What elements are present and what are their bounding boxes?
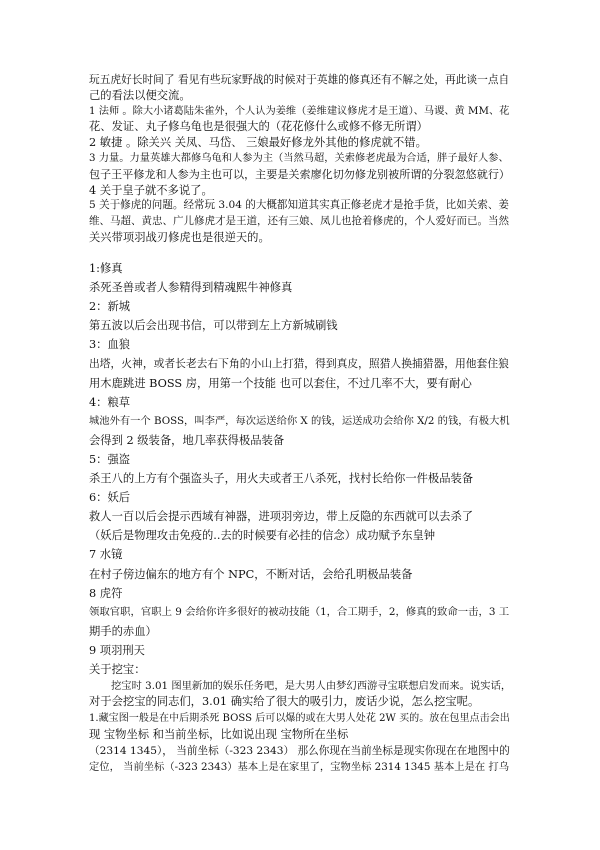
treasure-line: 定位， 当前坐标（-323 2343）基本上是在家里了，宝物坐标 2314 1345 基本上是在 打乌	[89, 761, 509, 774]
quest-line: 第五波以后会出现书信，可以带到左上方新城刷钱	[89, 319, 338, 333]
treasure-line: 现 宝物坐标 和当前坐标，比如说出现 宝物所在坐标	[89, 727, 349, 741]
treasure-title: 关于挖宝：	[89, 663, 146, 676]
quest-line: 领取官职，官职上 9 会给你许多很好的被动技能（1，合工期手，2，修真的致命一击，3 工	[89, 605, 510, 618]
quest-line: 5：强盗	[89, 452, 131, 466]
intro-line: 包子王平修龙和人参为主也可以，主要是关索廖化切勿修龙别被所谓的分裂忽悠就行）	[89, 167, 510, 181]
quest-line: 出塔，火神，或者长老去右下角的小山上打猎，得到真皮，照猎人换捕猎器，用他套住狼	[89, 357, 509, 371]
quest-line: 6：妖后	[89, 491, 131, 505]
quest-line: 3：血狼	[89, 338, 131, 352]
intro-line: 2 敏捷 。除关兴 关凤、马岱、 三娘最好修龙外其他的修虎就不错。	[89, 136, 427, 150]
treasure-line: 1.藏宝图一般是在中后期杀死 BOSS 后可以爆的或在大男人处花 2W 买的。放在包里点击会出	[89, 712, 510, 724]
quests-section	[89, 259, 514, 660]
intro-line: 花、发证、丸子修乌龟也是很强大的（花花修什么或修不修无所谓）	[89, 120, 428, 134]
quest-line: 8 虎符	[89, 586, 123, 600]
quest-line: 2：新城	[89, 300, 131, 314]
quest-line: 用木鹿跳进 BOSS 房，用第一个技能 也可以套住，不过几率不大，要有耐心	[89, 376, 472, 390]
quest-line: 杀死圣兽或者人参精得到精魂熙牛神修真	[89, 281, 293, 295]
quest-line: 杀王八的上方有个强盗头子，用火夫或者王八杀死，找村长给你一件极品装备	[89, 472, 474, 486]
intro-line: 5 关于修虎的问题。经常玩 3.04 的大概都知道其实真正修老虎才是抢手货，比如关索、姜	[89, 199, 509, 212]
treasure-line: 挖宝时 3.01 图里新加的娱乐任务吧，是大男人由梦幻西游寻宝联想启发而来。说实话，	[111, 680, 512, 693]
intro-section	[89, 72, 514, 246]
quest-line: （妖后是物理攻击免疫的..去的时候要有必挂的信念）成功赋予东皇钟	[89, 529, 436, 543]
intro-line: 维、马超、黄忠、广儿修虎才是王道，还有三娘、凤儿也抢着修虎的，个人爱好而已。当然	[89, 215, 509, 228]
intro-line: 关兴带项羽战刃修虎也是很逆天的。	[89, 230, 270, 244]
quest-line: 在村子傍边偏东的地方有个 NPC，不断对话，会给孔明极品装备	[89, 567, 413, 581]
quest-line: 期手的赤血）	[89, 624, 157, 638]
quest-line: 会得到 2 级装备，地几率获得极品装备	[89, 433, 285, 447]
intro-line: 玩五虎好长时间了 看见有些玩家野战的时候对于英雄的修真还有不解之处，再此谈一点自	[89, 73, 510, 86]
quest-line: 1:修真	[89, 262, 123, 275]
treasure-line: 对于会挖宝的同志们，3.01 确实给了很大的吸引力，废话少说，怎么挖宝呢。	[89, 695, 480, 709]
quest-line: 城池外有一个 BOSS，叫李严，每次运送给你 X 的钱，运送成功会给你 X/2 的钱，有极大机	[89, 414, 510, 427]
quest-line: 4：粮草	[89, 395, 131, 409]
quest-line: 救人一百以后会提示西域有神器，进项羽旁边，带上反隐的东西就可以去杀了	[89, 510, 474, 524]
intro-line: 己的看法以便交流。	[89, 88, 191, 102]
quest-line: 9 项羽刑天	[89, 643, 145, 657]
quest-line: 7 水镜	[89, 548, 123, 562]
intro-line: 3 力量。力量英雄大都修乌龟和人参为主（当然马超，关索修老虎最为合适，胖子最好人参、	[89, 151, 509, 164]
treasure-section	[89, 662, 514, 775]
treasure-line: （2314 1345）， 当前坐标（-323 2343） 那么你现在当前坐标是现实你现在在地图中的	[89, 744, 510, 758]
intro-line: 4 关于皇子就不多说了。	[89, 183, 213, 197]
intro-line: 1 法师 。除大小诸葛陆朱雀外，个人认为姜维（姜维建议修虎才是王道）、马谡、黄 MM、花	[89, 105, 510, 117]
